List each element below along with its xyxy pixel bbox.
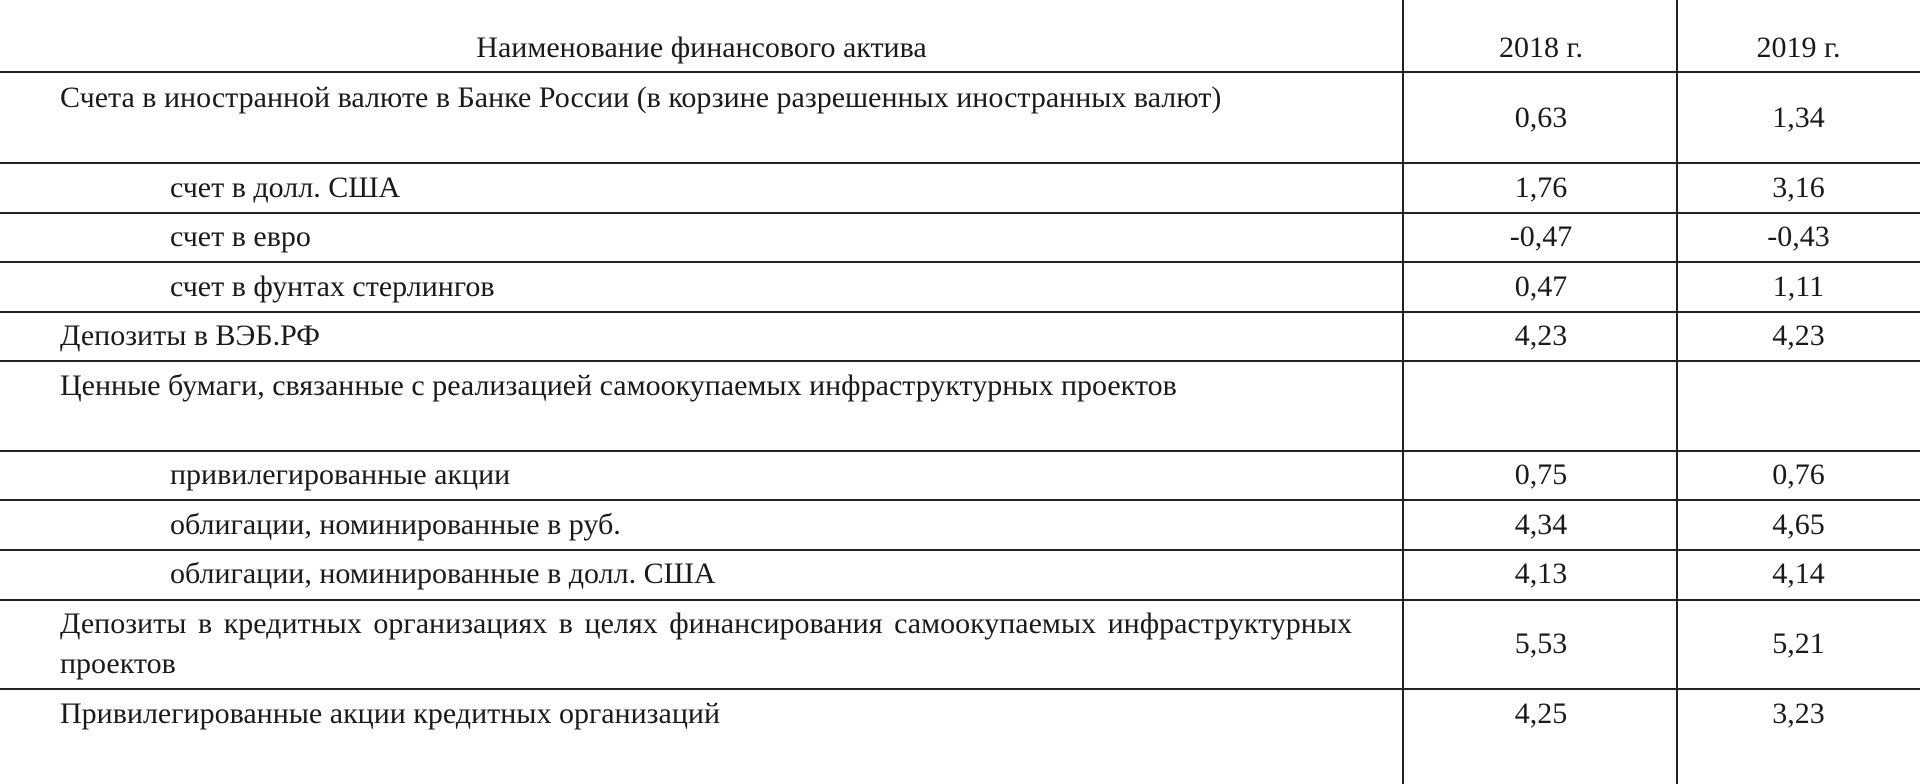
- row-value-2019: 1,11: [1772, 270, 1825, 303]
- row-divider: [0, 311, 1920, 313]
- row-value-2018: 4,13: [1514, 557, 1568, 590]
- row-value-2019: 3,23: [1772, 697, 1825, 730]
- row-name: Депозиты в ВЭБ.РФ: [60, 319, 320, 352]
- row-name: облигации, номинированные в долл. США: [170, 557, 716, 590]
- row-value-2019: 1,34: [1772, 101, 1825, 134]
- row-divider: [0, 499, 1920, 501]
- row-name: облигации, номинированные в руб.: [170, 508, 621, 541]
- row-value-2019: 3,16: [1772, 171, 1825, 204]
- row-value-2018: 5,53: [1514, 627, 1568, 660]
- row-divider: [0, 212, 1920, 214]
- row-name: счет в евро: [170, 220, 311, 253]
- row-value-2018: 4,23: [1514, 319, 1568, 352]
- row-name: Ценные бумаги, связанные с реализацией самоокупаемых инфраструктурных проектов: [60, 369, 1177, 402]
- row-value-2019: 4,23: [1772, 319, 1825, 352]
- row-divider: [0, 71, 1920, 73]
- row-value-2018: 0,47: [1514, 270, 1568, 303]
- header-2019: 2019 г.: [1756, 31, 1841, 64]
- row-value-2018: 4,25: [1514, 697, 1568, 730]
- row-divider: [0, 450, 1920, 452]
- row-value-2018: 4,34: [1514, 508, 1568, 541]
- row-name: Счета в иностранной валюте в Банке России (в корзине разрешенных иностранных валют): [60, 81, 1222, 114]
- row-value-2019: -0,43: [1767, 220, 1830, 253]
- row-divider: [0, 261, 1920, 263]
- row-value-2019: 0,76: [1772, 458, 1825, 491]
- row-value-2018: -0,47: [1509, 220, 1573, 253]
- row-value-2019: 4,14: [1772, 557, 1825, 590]
- header-2018: 2018 г.: [1499, 31, 1583, 64]
- row-value-2018: 1,76: [1514, 171, 1568, 204]
- header-asset-name: Наименование финансового актива: [476, 31, 927, 64]
- row-value-2018: 0,63: [1514, 101, 1568, 134]
- row-value-2018: 0,75: [1514, 458, 1568, 491]
- row-name: счет в фунтах стерлингов: [170, 270, 495, 303]
- row-divider: [0, 549, 1920, 551]
- row-name: Привилегированные акции кредитных организаций: [60, 697, 720, 730]
- row-divider: [0, 162, 1920, 164]
- row-divider: [0, 360, 1920, 362]
- row-value-2019: 4,65: [1772, 508, 1825, 541]
- row-divider: [0, 688, 1920, 690]
- row-divider: [0, 599, 1920, 601]
- row-value-2019: 5,21: [1772, 627, 1825, 660]
- row-name: привилегированные акции: [170, 458, 511, 491]
- row-name: Депозиты в кредитных организациях в целях финансирования самоокупаемых инфраструктурных проектов: [60, 607, 1352, 680]
- row-name: счет в долл. США: [170, 171, 401, 204]
